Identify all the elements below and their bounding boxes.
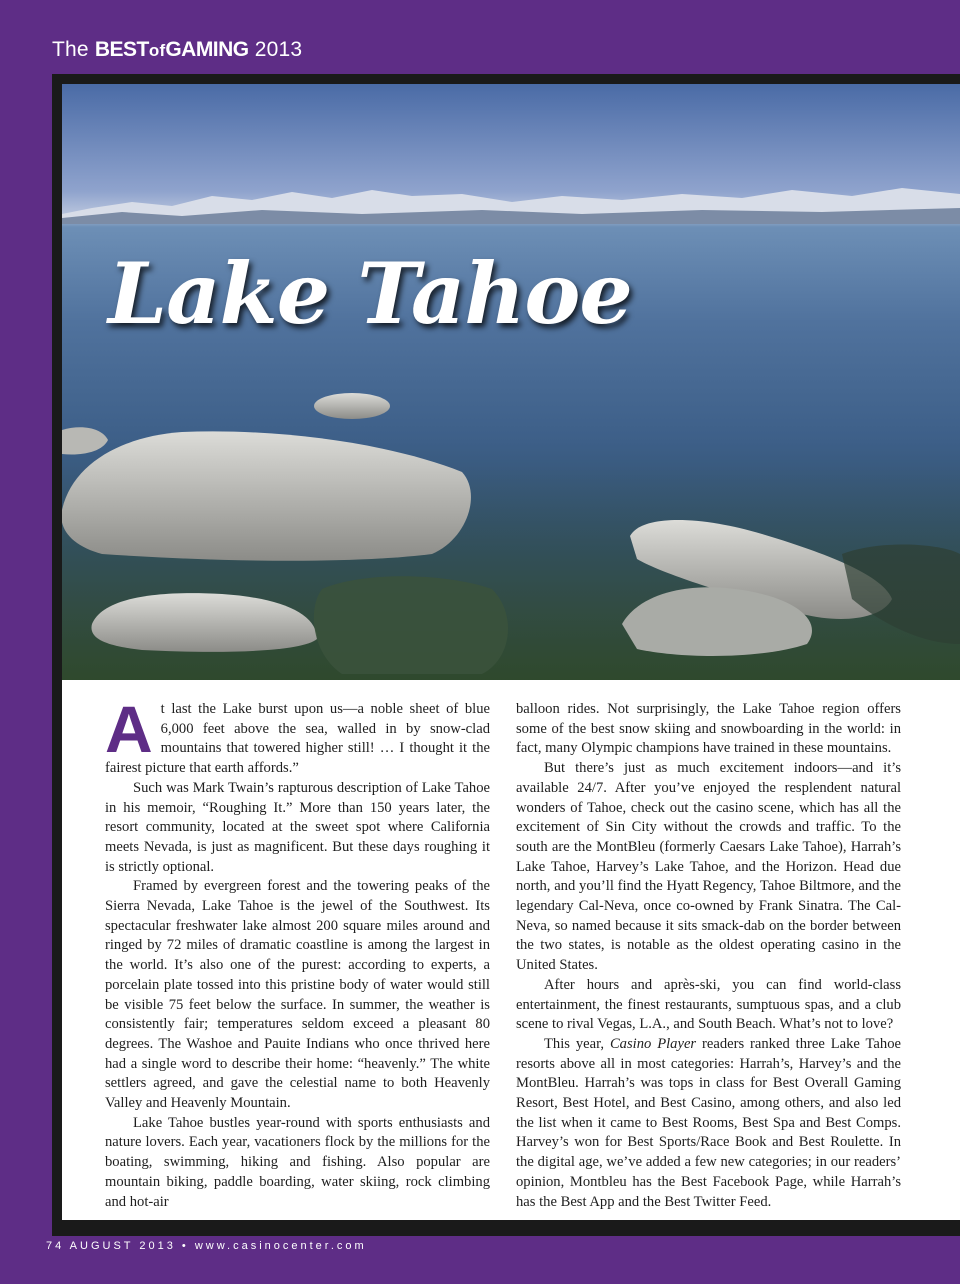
article-body — [62, 680, 960, 1220]
article-paragraph: Lake Tahoe bustles year-round with sports enthusiasts and nature lovers. Each year, vacationers flock by the millions for the boating, swimming, hiking and fishing. Also popular are mountain biking, paddle boarding, water skiing, rock climbing and hot-air — [105, 1114, 490, 1210]
article-column-right — [516, 700, 901, 1212]
article-paragraph: After hours and après-ski, you can find world-class entertainment, the finest restaurants, sumptuous spas, and a club scene to rival Vegas, L.A., and South Beach. What’s not to love? — [516, 976, 901, 1033]
article-column-left — [105, 692, 490, 1212]
paragraph-text: readers ranked three Lake Tahoe resorts above all in most categories: Harrah’s, Harvey’s and the MontBleu. Harrah’s was tops in class for Best Overall Gaming Resort, Best Hotel, and Best Casino, among others, and also led the list when it came to Best Rooms, Best Spa and Best Comps. Harvey’s won for Best Sports/Race Book and Best Roulette. In the digital age, we’ve added a few new categories; in our readers’ opinion, Montbleu has the Best Facebook Page, while Harrah’s has the Best App and the Best Twitter Feed. — [516, 1035, 901, 1210]
article-paragraph — [105, 692, 490, 779]
header-prefix: The — [52, 38, 89, 61]
article-paragraph: But there’s just as much excitement indoors—and it’s available 24/7. After you’ve enjoyed the resplendent natural wonders of Tahoe, check out the casino scene, which has all the excitement of Sin City without the crowds and traffic. To the south are the MontBleu (formerly Caesars Lake Tahoe), Harrah’s Lake Tahoe, Harvey’s Lake Tahoe, and the Horizon. Head due north, and you’ll find the Hyatt Regency, Tahoe Biltmore, and the legendary Cal-Neva, once co-owned by Frank Sinatra. The Cal-Neva, so named because it sits smack-dab on the border between the two states, is notable as the oldest operating casino in the United States. — [516, 760, 901, 974]
drop-cap: A — [105, 692, 153, 766]
article-paragraph: Framed by evergreen forest and the towering peaks of the Sierra Nevada, Lake Tahoe is the jewel of the Southwest. Its spectacular freshwater lake almost 200 square miles around and ringed by 72 miles of dramatic coastline is among the largest in the world. It’s also one of the purest: according to experts, a porcelain plate tossed into this pristine body of water would still be visible 75 feet below the surface. In summer, the weather is consistently fair; temperatures seldom exceed a pleasant 80 degrees. The Washoe and Pauite Indians who once thrived here had a single word to describe their home: “heavenly.” The white settlers agreed, and gave the celestial name to both Heavenly Valley and Heavenly Mountain. — [105, 878, 490, 1112]
magazine-section-header — [52, 38, 302, 62]
header-best: BEST — [94, 38, 149, 61]
article-paragraph: Such was Mark Twain’s rapturous description of Lake Tahoe in his memoir, “Roughing It.” More than 150 years later, the resort community, located at the sweet spot where California meets Nevada, is just as magnificent. But these days roughing it is strictly optional. — [105, 779, 490, 875]
article-paragraph — [516, 1035, 901, 1212]
header-of: of — [148, 41, 166, 60]
paragraph-text: This year, — [544, 1035, 610, 1052]
lake-tahoe-photo — [62, 84, 960, 680]
page-footer: 74 AUGUST 2013 • www.casinocenter.com — [46, 1240, 367, 1252]
article-paragraph: balloon rides. Not surprisingly, the Lake Tahoe region offers some of the best snow skiing and snowboarding in the world: in fact, many Olympic champions have trained in these mountains. — [516, 701, 901, 757]
lake-landscape-illustration — [62, 84, 960, 680]
header-year: 2013 — [254, 38, 303, 61]
magazine-name: Casino Player — [609, 1035, 697, 1052]
feature-title: Lake Tahoe — [108, 244, 632, 343]
paragraph-text: t last the Lake burst upon us—a noble sheet of blue 6,000 feet above the sea, walled in by snow-clad mountains that towered higher still! … I thought it the fairest picture that earth affords.” — [105, 701, 490, 777]
header-gaming: GAMING — [165, 38, 249, 61]
